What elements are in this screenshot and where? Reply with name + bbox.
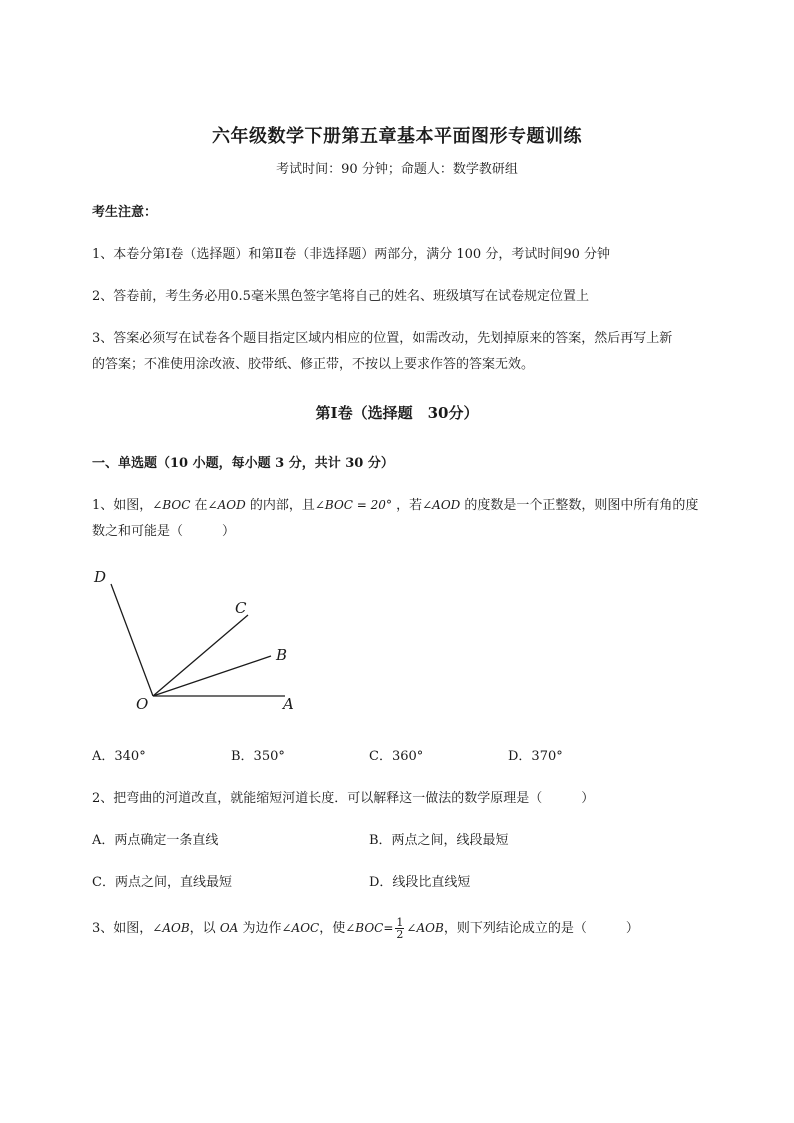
ray-od	[111, 584, 153, 696]
q3-text-b: 为边作	[238, 921, 282, 936]
question-1-line-2: 数之和可能是（ ）	[92, 524, 236, 539]
q1-angle-boc: ∠BOC	[152, 498, 191, 512]
q3-prefix: 3、如图，	[92, 921, 153, 936]
notice-heading: 考生注意：	[92, 205, 158, 220]
q2-option-d[interactable]: D．线段比直线短	[369, 875, 471, 890]
q3-angle-aoc: ∠AOC	[281, 921, 320, 935]
q1-option-b[interactable]: B．350°	[231, 749, 285, 764]
q1-equation: ∠BOC = 20°	[314, 498, 392, 512]
q1-option-c[interactable]: C．360°	[369, 749, 424, 764]
part-title: 第Ⅰ卷（选择题 30分）	[315, 404, 479, 422]
label-d: D	[94, 568, 107, 586]
q3-angle-aob: ∠AOB	[152, 921, 190, 935]
q3-equals: =	[383, 921, 394, 935]
label-c: C	[235, 599, 247, 617]
ray-oc	[153, 615, 248, 696]
q3-text-c: ，使	[319, 921, 346, 936]
label-b: B	[276, 646, 288, 664]
question-2: 2、把弯曲的河道改直，就能缩短河道长度．可以解释这一做法的数学原理是（ ）	[92, 791, 595, 806]
q1-prefix: 1、如图，	[92, 498, 153, 513]
ray-ob	[153, 656, 271, 696]
page-subtitle: 考试时间：90 分钟；命题人：数学教研组	[276, 162, 518, 177]
q1-angle-aod: ∠AOD	[207, 498, 246, 512]
q1-text-in: 在	[190, 498, 208, 513]
notice-item-2: 2、答卷前，考生务必用0.5毫米黑色签字笔将自己的姓名、班级填写在试卷规定位置上	[92, 289, 589, 304]
notice-item-1: 1、本卷分第Ⅰ卷（选择题）和第Ⅱ卷（非选择题）两部分，满分 100 分，考试时间90 分钟	[92, 247, 610, 262]
q2-option-c[interactable]: C．两点之间，直线最短	[92, 875, 232, 890]
q1-text-inner: 的内部，且	[245, 498, 315, 513]
q1-text-end: 的度数是一个正整数，则图中所有角的度	[460, 498, 699, 513]
q2-option-b[interactable]: B．两点之间，线段最短	[369, 833, 509, 848]
notice-item-3-cont: 的答案；不准使用涂改液、胶带纸、修正带，不按以上要求作答的答案无效。	[92, 357, 535, 372]
q3-fraction	[395, 917, 404, 940]
question-1-line-1	[92, 494, 698, 513]
q1-option-d[interactable]: D．370°	[508, 749, 563, 764]
q1-angle-aod-2: ∠AOD	[422, 498, 461, 512]
q1-text-rest: ，若	[391, 498, 423, 513]
label-a: A	[283, 695, 294, 713]
q3-angle-boc: ∠BOC	[345, 921, 384, 935]
q3-text-a: ，以	[189, 921, 220, 936]
q3-fraction-numerator: 1	[396, 916, 404, 929]
page-title: 六年级数学下册第五章基本平面图形专题训练	[212, 126, 582, 147]
q1-option-a[interactable]: A．340°	[92, 749, 146, 764]
q3-oa: OA	[219, 921, 239, 935]
notice-item-3: 3、答案必须写在试卷各个题目指定区域内相应的位置，如需改动，先划掉原来的答案，然后再写上新	[92, 331, 673, 346]
angle-figure	[85, 560, 315, 720]
q3-text-end: ，则下列结论成立的是（ ）	[443, 921, 639, 936]
q2-option-a[interactable]: A．两点确定一条直线	[92, 833, 219, 848]
q3-angle-aob-2: ∠AOB	[406, 921, 444, 935]
question-3	[92, 913, 639, 944]
q3-fraction-denominator: 2	[396, 928, 404, 941]
label-o: O	[136, 695, 149, 713]
section-heading: 一、单选题（10 小题，每小题 3 分，共计 30 分）	[92, 456, 394, 471]
